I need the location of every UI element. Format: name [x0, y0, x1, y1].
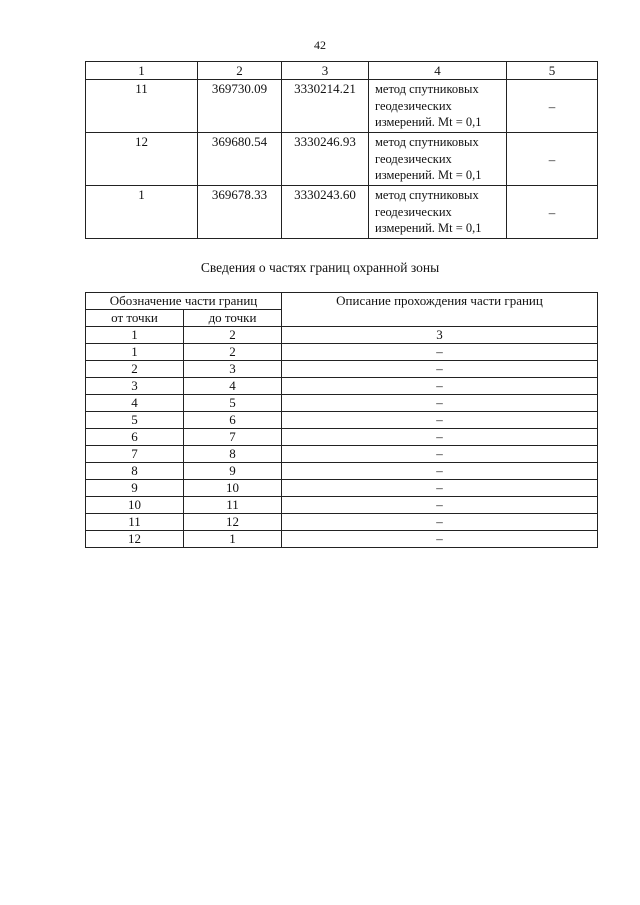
description: –: [282, 429, 598, 446]
description: –: [282, 446, 598, 463]
header-cell: 5: [507, 62, 598, 80]
description: –: [282, 412, 598, 429]
table-row: [86, 395, 598, 412]
from-point: 6: [86, 429, 184, 446]
description: –: [282, 361, 598, 378]
table-numbers-row: [86, 327, 598, 344]
table-row: [86, 531, 598, 548]
page-number: 42: [314, 38, 326, 52]
from-point: 1: [86, 344, 184, 361]
method-line: измерений. Mt = 0,1: [375, 115, 482, 129]
description: –: [282, 395, 598, 412]
to-point: 8: [184, 446, 282, 463]
from-point: 2: [86, 361, 184, 378]
from-point: 11: [86, 514, 184, 531]
header-to-cell: до точки: [184, 310, 282, 327]
description: –: [282, 497, 598, 514]
method-cell: [369, 186, 507, 239]
to-point: 4: [184, 378, 282, 395]
to-point: 9: [184, 463, 282, 480]
method-line: метод спутниковых: [375, 135, 479, 149]
table-row: [86, 463, 598, 480]
method-line: метод спутниковых: [375, 82, 479, 96]
to-point: 5: [184, 395, 282, 412]
method-line: геодезических: [375, 151, 452, 166]
method-line: геодезических: [375, 98, 452, 113]
description: –: [282, 514, 598, 531]
col5-cell: –: [507, 133, 598, 186]
description: –: [282, 378, 598, 395]
table-row: [86, 480, 598, 497]
description: –: [282, 344, 598, 361]
point-number: 1: [86, 186, 198, 239]
to-point: 12: [184, 514, 282, 531]
table-row: [86, 133, 598, 186]
table-row: [86, 429, 598, 446]
to-point: 1: [184, 531, 282, 548]
method-line: измерений. Mt = 0,1: [375, 168, 482, 182]
table-row: [86, 344, 598, 361]
description: –: [282, 531, 598, 548]
from-point: 10: [86, 497, 184, 514]
header-from-cell: от точки: [86, 310, 184, 327]
col5-cell: –: [507, 186, 598, 239]
to-point: 7: [184, 429, 282, 446]
y-coordinate: 3330246.93: [282, 133, 369, 186]
point-number: 11: [86, 80, 198, 133]
col5-cell: –: [507, 80, 598, 133]
table-header-row: [86, 62, 598, 80]
method-cell: [369, 133, 507, 186]
table-row: [86, 446, 598, 463]
to-point: 2: [184, 344, 282, 361]
table-header-row: [86, 293, 598, 310]
method-cell: [369, 80, 507, 133]
from-point: 7: [86, 446, 184, 463]
number-cell: 2: [184, 327, 282, 344]
header-cell: 1: [86, 62, 198, 80]
x-coordinate: 369680.54: [198, 133, 282, 186]
table-row: [86, 412, 598, 429]
from-point: 4: [86, 395, 184, 412]
boundary-parts-table: [85, 292, 598, 548]
to-point: 6: [184, 412, 282, 429]
table-row: [86, 497, 598, 514]
section-title: Сведения о частях границ охранной зоны: [200, 260, 440, 275]
method-line: измерений. Mt = 0,1: [375, 221, 482, 235]
header-cell: 2: [198, 62, 282, 80]
description: –: [282, 480, 598, 497]
x-coordinate: 369730.09: [198, 80, 282, 133]
number-cell: 1: [86, 327, 184, 344]
method-line: метод спутниковых: [375, 188, 479, 202]
method-line: геодезических: [375, 204, 452, 219]
to-point: 10: [184, 480, 282, 497]
header-group-cell: Обозначение части границ: [86, 293, 282, 310]
coordinates-table: [85, 61, 598, 239]
from-point: 12: [86, 531, 184, 548]
table-row: [86, 361, 598, 378]
point-number: 12: [86, 133, 198, 186]
table-row: [86, 514, 598, 531]
header-desc-cell: Описание прохождения части границ: [282, 293, 598, 327]
table-row: [86, 80, 598, 133]
table-row: [86, 378, 598, 395]
y-coordinate: 3330214.21: [282, 80, 369, 133]
description: –: [282, 463, 598, 480]
from-point: 3: [86, 378, 184, 395]
from-point: 5: [86, 412, 184, 429]
x-coordinate: 369678.33: [198, 186, 282, 239]
from-point: 9: [86, 480, 184, 497]
table-row: [86, 186, 598, 239]
y-coordinate: 3330243.60: [282, 186, 369, 239]
to-point: 11: [184, 497, 282, 514]
number-cell: 3: [282, 327, 598, 344]
from-point: 8: [86, 463, 184, 480]
header-cell: 3: [282, 62, 369, 80]
to-point: 3: [184, 361, 282, 378]
header-cell: 4: [369, 62, 507, 80]
